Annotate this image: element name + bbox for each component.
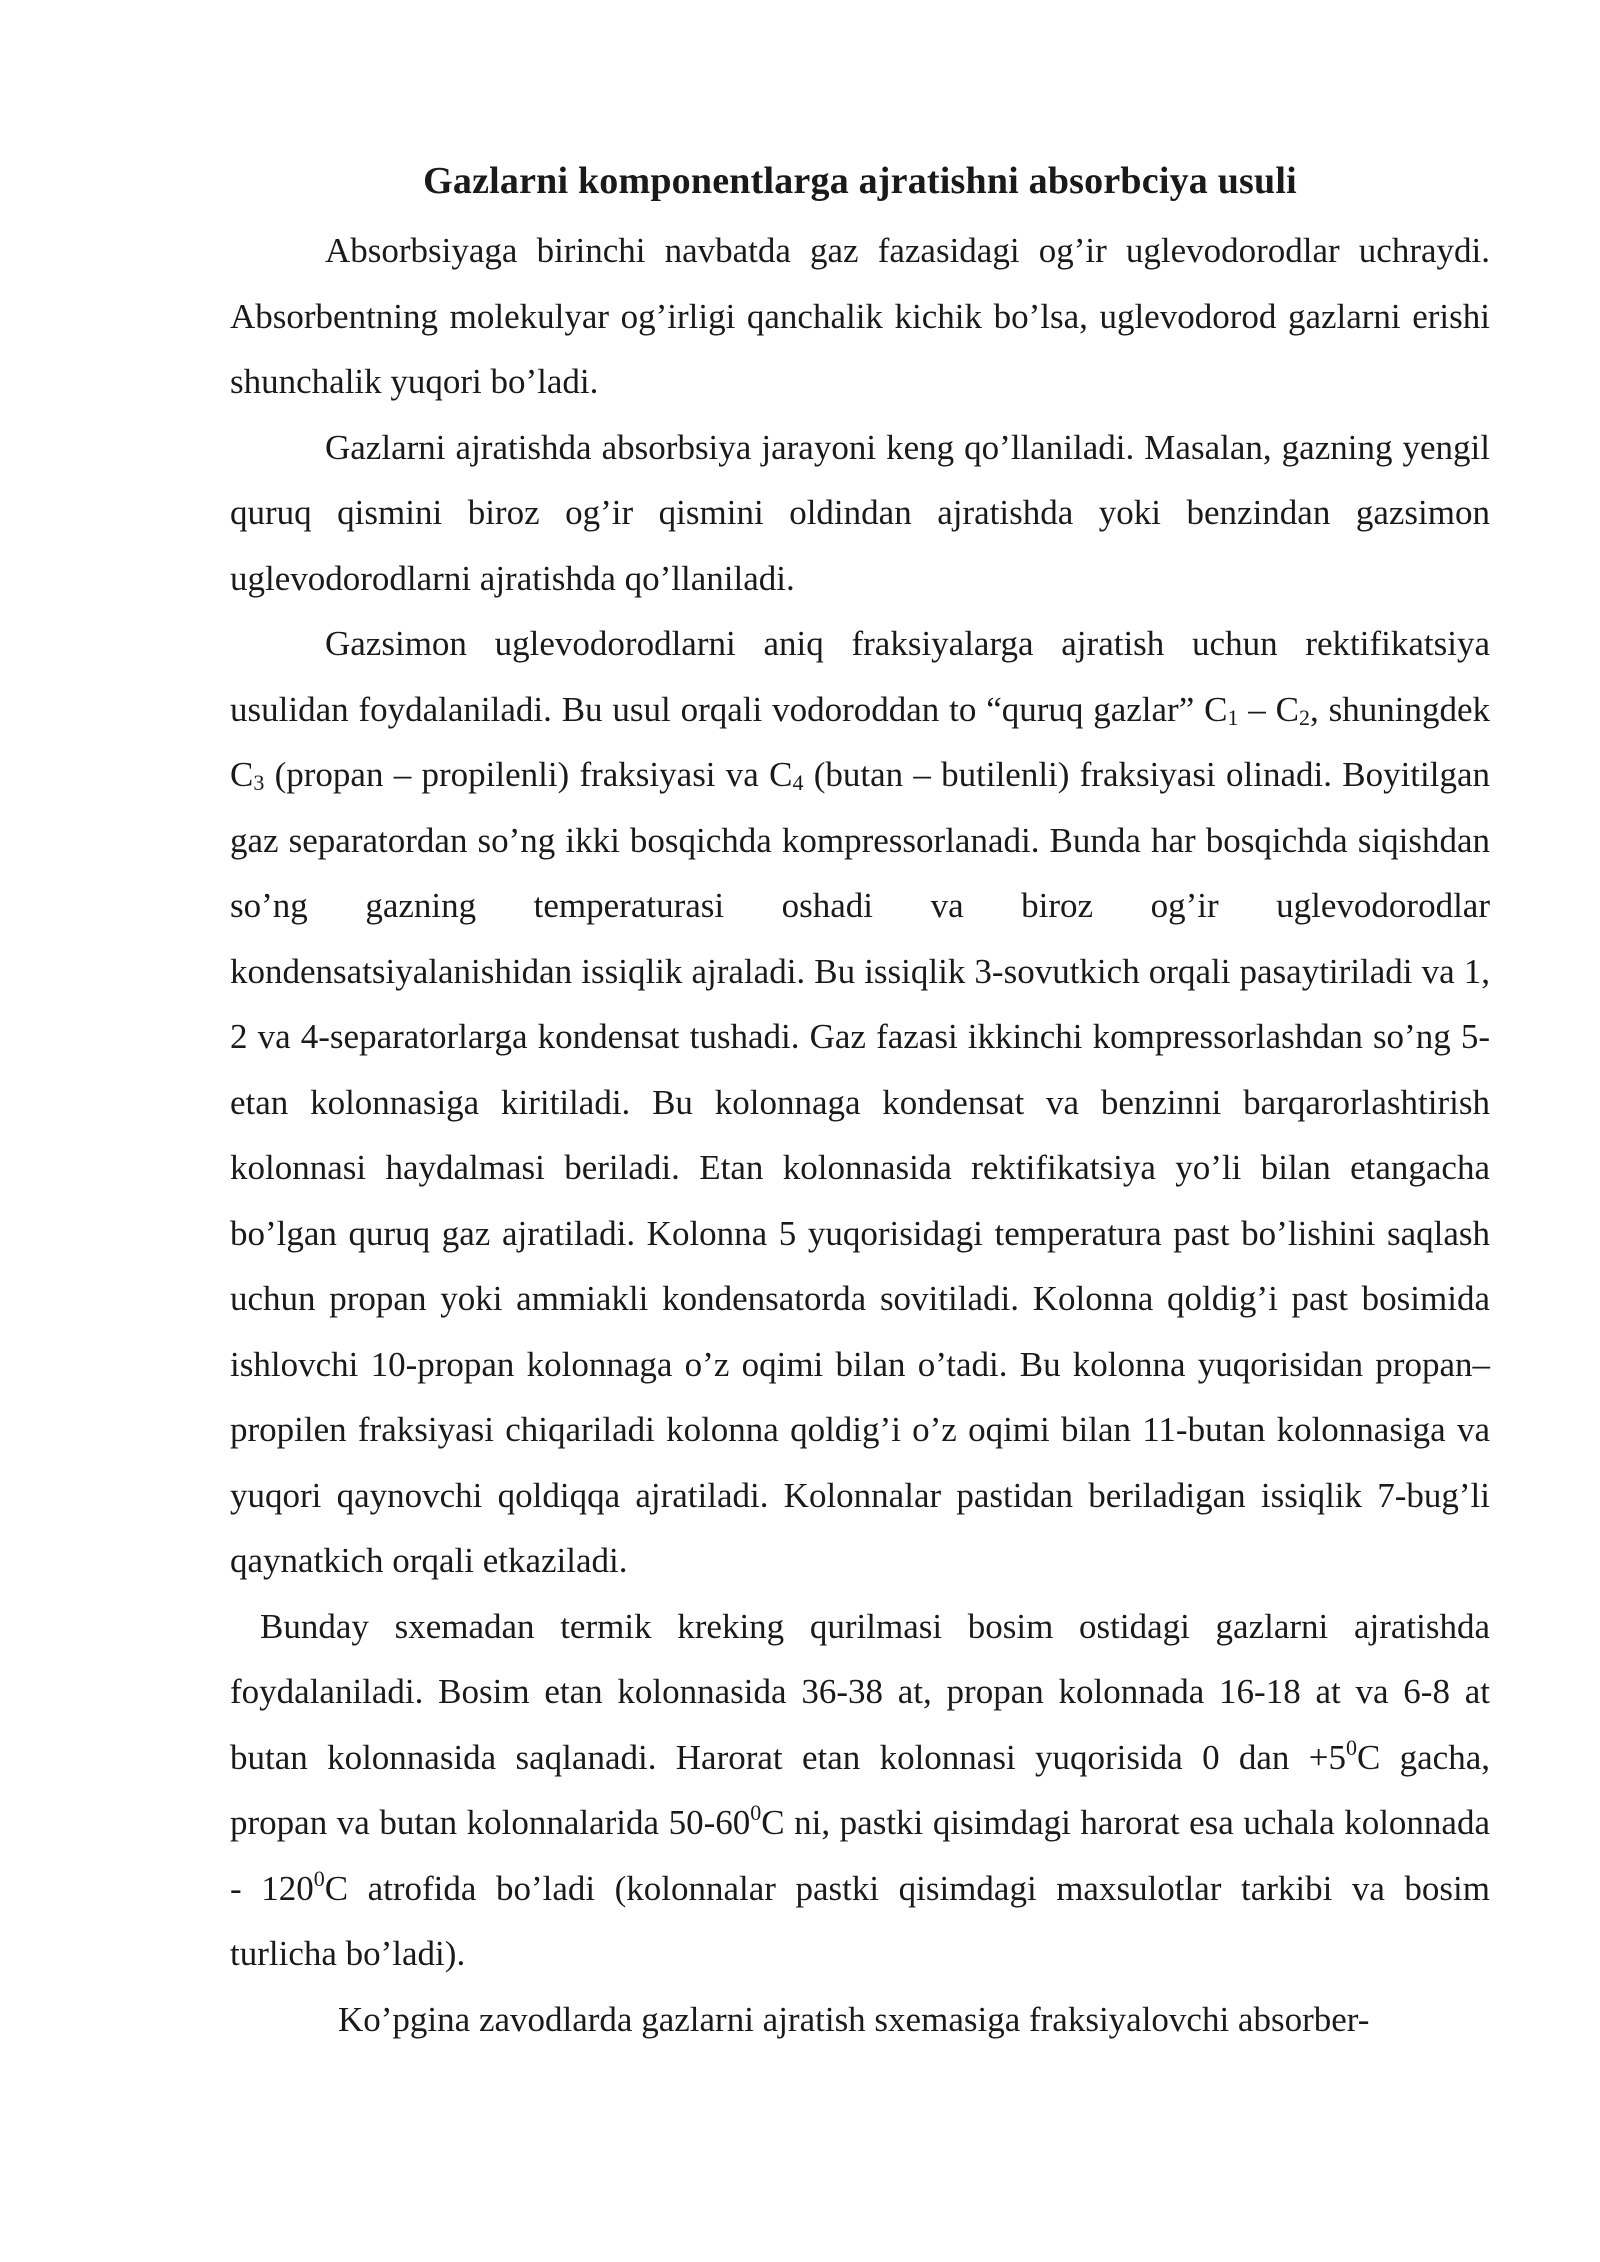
degree-superscript-2: 0	[750, 1800, 762, 1825]
paragraph-3-text-5: (butan – butilenli) fraksiyasi olinadi. Boyitilgan gaz separatordan so’ng ikki bosqichda kompressorlanadi. Bunda har bosqichda siqishdan so’ng gazning temperaturasi oshadi va biroz og’ir uglevodorodlar kondensatsiyalanishidan issiqlik ajraladi. Bu issiqlik 3-sovutkich orqali pasaytiriladi va 1, 2 va 4-separatorlarga kondensat tushadi. Gaz fazasi ikkinchi kompressorlashdan so’ng 5-etan kolonnasiga kiritiladi. Bu kolonnaga kondensat va benzinni barqarorlashtirish kolonnasi haydalmasi beriladi. Etan kolonnasida rektifikatsiya yo’li bilan etangacha bo’lgan quruq gaz ajratiladi. Kolonna 5 yuqorisidagi temperatura past bo’lishini saqlash uchun propan yoki ammiakli kondensatorda sovitiladi. Kolonna qoldig’i past bosimida ishlovchi 10-propan kolonnaga o’z oqimi bilan o’tadi. Bu kolonna yuqorisidan propan–propilen fraksiyasi chiqariladi kolonna qoldig’i o’z oqimi bilan 11-butan kolonnasiga va yuqori qaynovchi qoldiqqa ajratiladi. Kolonnalar pastidan beriladigan issiqlik 7-bug’li qaynatkich orqali etkaziladi.	[230, 755, 1490, 1580]
paragraph-5: Ko’pgina zavodlarda gazlarni ajratish sxemasiga fraksiyalovchi absorber-	[338, 1999, 1370, 2039]
paragraph-4-text-4: C atrofida bo’ladi (kolonnalar pastki qisimdagi maxsulotlar tarkibi va bosim turlicha bo’ladi).	[230, 1868, 1491, 1973]
paragraph-1: Absorbsiyaga birinchi navbatda gaz fazasidagi og’ir uglevodorodlar uchraydi. Absorbentning molekulyar og’irligi qanchalik kichik bo’lsa, uglevodorod gazlarni erishi shunchalik yuqori bo’ladi.	[230, 231, 1490, 401]
subscript-c4: 4	[792, 770, 804, 795]
paragraph-4-text-2: C gacha, propan va butan kolonnalarida 50-60	[230, 1737, 1490, 1842]
subscript-c1: 1	[1227, 704, 1239, 730]
paragraph-3	[230, 611, 1490, 1594]
paragraph-4-text-3: C ni, pastki qisimdagi harorat esa uchala kolonnada - 120	[230, 1803, 1490, 1908]
paragraph-3-text-1: Gazsimon uglevodorodlarni aniq fraksiyalarga ajratish uchun rektifikatsiya usulidan foydalaniladi. Bu usul orqali vodoroddan to “quruq gazlar” C	[230, 624, 1490, 729]
document-page	[230, 150, 1490, 2052]
degree-superscript-3: 0	[313, 1865, 325, 1891]
paragraph-4	[230, 1594, 1490, 1987]
document-title: Gazlarni komponentlarga ajratishni absorbciya usuli	[423, 160, 1297, 202]
subscript-c3: 3	[253, 770, 265, 795]
paragraph-2: Gazlarni ajratishda absorbsiya jarayoni keng qo’llaniladi. Masalan, gazning yengil quruq qismini biroz og’ir qismini oldindan ajratishda yoki benzindan gazsimon uglevodorodlarni ajratishda qo’llaniladi.	[230, 427, 1490, 598]
paragraph-3-text-3: , shuningdek C	[230, 689, 1490, 794]
paragraph-4-text-1: Bunday sxemadan termik kreking qurilmasi bosim ostidagi gazlarni ajratishda foydalaniladi. Bosim etan kolonnasida 36-38 at, propan kolonnada 16-18 at va 6-8 at butan kolonnasida saqlanadi. Harorat etan kolonnasi yuqorisida 0 dan +5	[230, 1606, 1490, 1777]
degree-superscript-1: 0	[1345, 1734, 1357, 1760]
paragraph-3-text-4: (propan – propilenli) fraksiyasi va C	[264, 755, 793, 794]
paragraph-3-text-2: – C	[1238, 689, 1299, 729]
subscript-c2: 2	[1299, 704, 1310, 730]
